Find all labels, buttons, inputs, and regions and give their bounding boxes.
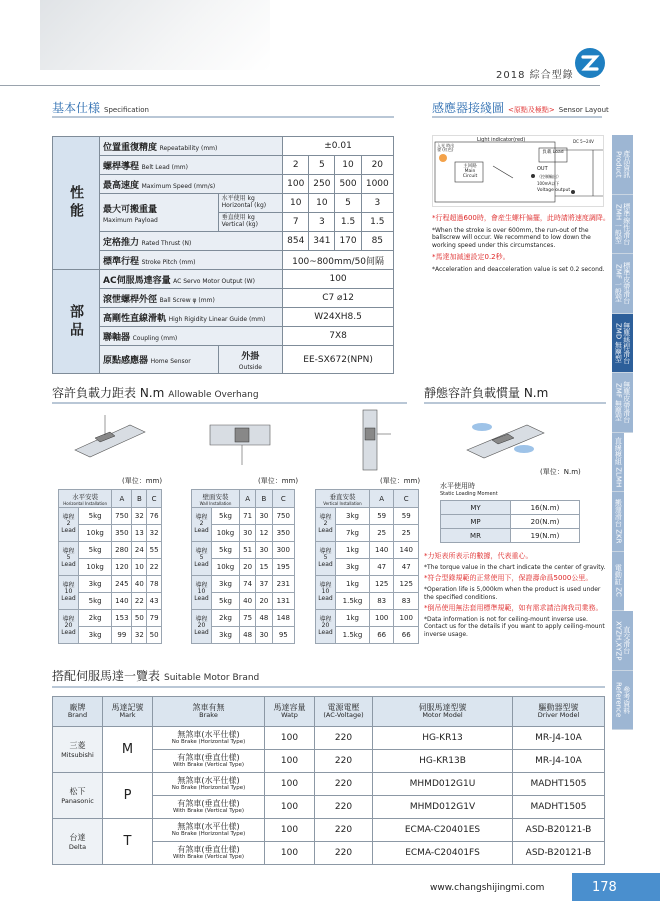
motor-value: 100 [283, 270, 394, 289]
speed-value: 1000 [361, 175, 393, 194]
sensor-title-rule [432, 116, 602, 118]
table-cell: 74 [239, 576, 255, 593]
side-tab-zkr[interactable]: 搬運滑台 ZKR [612, 492, 624, 552]
sensor-wiring-diagram [432, 135, 604, 207]
table-cell: 32 [132, 508, 147, 525]
brake-cell: 無煞車(水平仕様) No Brake (Horizontal Type) [153, 727, 265, 750]
thrust-value: 854 [283, 232, 309, 251]
table-cell: 51 [239, 542, 255, 559]
screw-value: C7 ⌀12 [283, 289, 394, 308]
table-cell: 750 [272, 508, 294, 525]
lead-cell: 導程 10 Lead [59, 576, 79, 610]
payload-v-value: 1.5 [335, 213, 361, 232]
table-cell: 50 [132, 610, 147, 627]
lead-cell: 導程 5 Lead [192, 542, 212, 576]
stroke-label: 標準行程 Stroke Pitch (mm) [100, 251, 283, 270]
side-tab-xyz[interactable]: 直交滑台 XYZH,XYZP [612, 611, 633, 671]
table-cell: 153 [112, 610, 132, 627]
mark-cell: P [103, 773, 153, 819]
col-header: B [256, 490, 272, 508]
lead-cell: 導程 5 Lead [316, 542, 336, 576]
sensor-note: *When the stroke is over 600mm, the run-out of the ballscrew will occur. We recommend to low down the working speed under this circumstances. [432, 226, 591, 249]
table-cell: 12 [256, 525, 272, 542]
table-cell: 47 [394, 559, 419, 576]
spec-title [52, 99, 149, 116]
table-title: 壁面安裝 Wall Installation [192, 490, 240, 508]
table-cell: 10kg [79, 559, 112, 576]
motor-model-cell: ECMA-C20401ES [373, 819, 513, 842]
table-cell: 25 [394, 525, 419, 542]
side-tab-zmh[interactable]: 標準線性滑台 ZMH 一般型 [612, 195, 633, 255]
voltage-output-label: Voltage output [537, 188, 571, 193]
lead-cell: 導程 10 Lead [192, 576, 212, 610]
wall-overhang-table [191, 489, 295, 644]
moment-value: 16(N.m) [511, 501, 580, 515]
table-cell: 148 [272, 610, 294, 627]
table-cell: 78 [147, 576, 162, 593]
header-cell: 馬達容量 Watp [265, 697, 315, 727]
sensor-value: EE-SX672(NPN) [283, 346, 394, 374]
side-tab-zc[interactable]: 電動缸 ZC [612, 552, 624, 612]
volt-cell: 220 [315, 750, 373, 773]
table-cell: 66 [394, 627, 419, 644]
table-cell: 75 [239, 610, 255, 627]
table-cell: 76 [147, 508, 162, 525]
overhang-title-rule [52, 402, 407, 404]
motor-title-rule [52, 686, 605, 688]
payload-h-value: 10 [309, 194, 335, 213]
brand-cell: 三菱 Mitsubishi [53, 727, 103, 773]
table-cell: 10 [132, 559, 147, 576]
payload-v-value: 3 [309, 213, 335, 232]
side-tab-zmd-active[interactable]: 無塵絲桿滑台 ZMD 無塵型 [612, 314, 633, 374]
overhang-title-cn: 容許負載力距表 N.m [52, 386, 165, 400]
table-title: 垂直安裝 Vertical Installation [316, 490, 370, 508]
driver-model-cell: ASD-B20121-B [513, 819, 605, 842]
table-cell: 30 [256, 542, 272, 559]
lead-cell: 導程 20 Lead [59, 610, 79, 644]
table-cell: 1kg [336, 610, 370, 627]
header-cell: 伺服馬達型號 Motor Model [373, 697, 513, 727]
table-cell: 100 [394, 610, 419, 627]
table-cell: 231 [272, 576, 294, 593]
horizontal-overhang-table [58, 489, 162, 644]
parts-group-label: 部品 [53, 270, 100, 374]
driver-model-cell: MR-J4-10A [513, 727, 605, 750]
perf-group-label: 性能 [53, 137, 100, 270]
page-number: 178 [572, 873, 660, 901]
header-cell: 馬達記號 Mark [103, 697, 153, 727]
table-cell: 3kg [212, 576, 240, 593]
table-cell: 48 [256, 610, 272, 627]
payload-h-value: 5 [335, 194, 361, 213]
payload-v-value: 7 [283, 213, 309, 232]
thrust-label: 定格推力 Rated Thrust (N) [100, 232, 283, 251]
table-cell: 3kg [336, 508, 370, 525]
table-cell: 30 [256, 508, 272, 525]
table-cell: 140 [394, 542, 419, 559]
table-cell: 22 [132, 593, 147, 610]
volt-cell: 220 [315, 842, 373, 865]
table-cell: 350 [112, 525, 132, 542]
watt-cell: 100 [265, 727, 315, 750]
table-cell: 125 [394, 576, 419, 593]
table-cell: 48 [239, 627, 255, 644]
table-cell: 245 [112, 576, 132, 593]
motor-model-cell: MHMD012G1V [373, 796, 513, 819]
payload-label: 最大可搬重量 Maximum Payload [100, 194, 219, 232]
note: *The torque value in the chart indicate the center of gravity. [424, 563, 606, 571]
rail-label: 高剛性直線滑軌 High Rigidity Linear Guide (mm) [100, 308, 283, 327]
table-cell: 140 [369, 542, 394, 559]
table-cell: 5kg [79, 593, 112, 610]
table-cell: 10kg [212, 559, 240, 576]
payload-vertical-label: 垂直使用 kg Vertical (kg) [218, 213, 283, 232]
rail-value: W24XH8.5 [283, 308, 394, 327]
table-cell: 750 [112, 508, 132, 525]
speed-label: 最高速度 Maximum Speed (mm/s) [100, 175, 283, 194]
table-cell: 30 [256, 627, 272, 644]
table-cell: 195 [272, 559, 294, 576]
side-tab-zlmh[interactable]: 直線模組 ZLMH [612, 433, 624, 493]
table-cell: 125 [369, 576, 394, 593]
watt-cell: 100 [265, 819, 315, 842]
volt-cell: 220 [315, 727, 373, 750]
repeat-label: 位置重復精度 Repeatability (mm) [100, 137, 283, 156]
static-moment-title: 靜態容許負載慣量 N.m [424, 386, 549, 400]
overhang-title [52, 384, 259, 401]
lead-value: 10 [335, 156, 361, 175]
note: *符合型錄規範的正常使用下，保證壽命爲5000公里。 [424, 574, 593, 583]
table-cell: 40 [132, 576, 147, 593]
horizontal-install-diagram [70, 410, 150, 470]
load-label: 負載 Load [542, 150, 564, 155]
table-cell: 59 [394, 508, 419, 525]
table-title: 水平安裝 Horizontal Installation [59, 490, 112, 508]
table-cell: 32 [147, 525, 162, 542]
col-header: A [112, 490, 132, 508]
table-cell: 43 [147, 593, 162, 610]
table-cell: 37 [256, 576, 272, 593]
sensor-label: 原點感應器 Home Sensor [100, 346, 219, 374]
header-divider [0, 85, 600, 86]
col-header: B [132, 490, 147, 508]
motor-model-cell: HG-KR13 [373, 727, 513, 750]
col-header: C [147, 490, 162, 508]
mark-cell: T [103, 819, 153, 865]
lead-cell: 導程 20 Lead [316, 610, 336, 644]
brake-cell: 有煞車(垂直仕様) With Brake (Vertical Type) [153, 842, 265, 865]
col-header: A [239, 490, 255, 508]
current-label: 100mA以下 [537, 181, 560, 186]
lead-label: 螺桿導程 Belt Lead (mm) [100, 156, 283, 175]
motor-title-en: Suitable Motor Brand [164, 673, 260, 683]
brake-cell: 有煞車(垂直仕様) With Brake (Vertical Type) [153, 750, 265, 773]
sensor-note: *馬達加減速設定0.2秒。 [432, 253, 510, 262]
lead-cell: 導程 2 Lead [192, 508, 212, 542]
table-cell: 3kg [212, 627, 240, 644]
table-cell: 3kg [79, 576, 112, 593]
coupling-value: 7X8 [283, 327, 394, 346]
catalog-title: 2018 綜合型錄 [496, 70, 574, 81]
screw-label: 滾怈螺桿外徑 Ball Screw φ (mm) [100, 289, 283, 308]
spec-table [52, 136, 394, 374]
table-cell: 40 [239, 593, 255, 610]
motor-label: AC伺服馬達容量 AC Servo Motor Output (W) [100, 270, 283, 289]
overhang-notes [424, 552, 610, 641]
side-tab-product[interactable]: 產品資訊 Product [612, 135, 633, 195]
moment-value: 19(N.m) [511, 529, 580, 543]
col-header: C [272, 490, 294, 508]
table-cell: 47 [369, 559, 394, 576]
table-cell: 2kg [79, 610, 112, 627]
sensor-title-en: Sensor Layout [558, 106, 609, 114]
overhang-title-en: Allowable Overhang [168, 390, 259, 400]
table-cell: 100 [369, 610, 394, 627]
table-cell: 95 [272, 627, 294, 644]
speed-value: 250 [309, 175, 335, 194]
table-cell: 3kg [79, 627, 112, 644]
driver-model-cell: MR-J4-10A [513, 750, 605, 773]
lead-value: 20 [361, 156, 393, 175]
volt-cell: 220 [315, 773, 373, 796]
note: *倒吊使用無法套用標準規範，如有需求請洽詢我司業務。 [424, 604, 603, 612]
lead-cell: 導程 10 Lead [316, 576, 336, 610]
moment-key: MP [441, 515, 511, 529]
vertical-install-diagram [345, 408, 395, 472]
spec-title-en: Specification [104, 106, 149, 114]
lead-cell: 導程 20 Lead [192, 610, 212, 644]
repeat-value: ±0.01 [283, 137, 394, 156]
product-photo [40, 0, 270, 70]
lead-cell: 導程 2 Lead [59, 508, 79, 542]
table-cell: 140 [112, 593, 132, 610]
table-cell: 280 [112, 542, 132, 559]
table-cell: 2kg [212, 610, 240, 627]
static-unit-label: (單位：N.m) [540, 468, 581, 476]
volt-cell: 220 [315, 819, 373, 842]
stroke-value: 100~800mm/50间隔 [283, 251, 394, 270]
watt-cell: 100 [265, 773, 315, 796]
table-cell: 1.5kg [336, 627, 370, 644]
table-cell: 3kg [336, 559, 370, 576]
static-moment-diagram [462, 415, 552, 465]
vertical-overhang-table [315, 489, 419, 644]
payload-v-value: 1.5 [361, 213, 393, 232]
spec-title-rule [52, 116, 394, 118]
payload-horizontal-label: 水平使用 kg Horizontal (kg) [218, 194, 283, 213]
brake-cell: 無煞車(水平仕様) No Brake (Horizontal Type) [153, 773, 265, 796]
mark-cell: M [103, 727, 153, 773]
motor-model-cell: ECMA-C20401FS [373, 842, 513, 865]
moment-key: MY [441, 501, 511, 515]
motor-model-cell: MHMD012G1U [373, 773, 513, 796]
volt-cell: 220 [315, 796, 373, 819]
dc-label: DC 5~24V [573, 139, 594, 144]
sensor-title-sub: <原點及極點> [508, 106, 555, 114]
speed-value: 100 [283, 175, 309, 194]
unit-label: (單位：mm) [380, 477, 421, 485]
light-indicator-label: Light indicator(red) [477, 137, 526, 143]
sensor-note: *Acceleration and deacceleration value is set 0.2 second. [432, 266, 605, 273]
table-cell: 22 [147, 559, 162, 576]
lead-cell: 導程 2 Lead [316, 508, 336, 542]
table-cell: 79 [147, 610, 162, 627]
note: *力矩表所表示的數據，代表重心。 [424, 552, 533, 560]
thrust-value: 341 [309, 232, 335, 251]
sensor-title [432, 99, 609, 116]
header-cell: 電源電壓 (AC-Voltage) [315, 697, 373, 727]
brake-cell: 無煞車(水平仕様) No Brake (Horizontal Type) [153, 819, 265, 842]
table-cell: 30 [239, 525, 255, 542]
brake-cell: 有煞車(垂直仕様) With Brake (Vertical Type) [153, 796, 265, 819]
table-cell: 55 [147, 542, 162, 559]
col-header: A [369, 490, 394, 508]
note: *Data information is not for ceiling-mount inverse use. Contact us for the details if you want to apply ceiling-mount inverse usage. [424, 615, 605, 638]
driver-model-cell: ASD-B20121-B [513, 842, 605, 865]
lead-value: 5 [309, 156, 335, 175]
table-cell: 5kg [212, 508, 240, 525]
note: *Operation life is 5,000km when the product is used under the specified conditions. [424, 586, 601, 601]
side-tab-reference[interactable]: 參考資料 Reference [612, 671, 633, 731]
table-cell: 5kg [79, 508, 112, 525]
table-cell: 20 [239, 559, 255, 576]
table-cell: 5kg [212, 542, 240, 559]
out-label: OUT [537, 166, 548, 172]
table-cell: 50 [147, 627, 162, 644]
col-header: C [394, 490, 419, 508]
sensor-title-cn: 感應器接綫圖 [432, 101, 505, 115]
table-cell: 15 [256, 559, 272, 576]
input-label: 入光 時出發 (紅色) [437, 143, 455, 153]
moment-key: MR [441, 529, 511, 543]
table-cell: 99 [112, 627, 132, 644]
header-cell: 煞車有無 Brake [153, 697, 265, 727]
watt-cell: 100 [265, 796, 315, 819]
website-url[interactable]: www.changshijingmi.com [430, 883, 545, 893]
driver-model-cell: MADHT1505 [513, 796, 605, 819]
main-circuit-label: 主回路 Main Circuit [462, 164, 478, 180]
side-tabs [612, 135, 660, 730]
lead-value: 2 [283, 156, 309, 175]
table-cell: 300 [272, 542, 294, 559]
static-title-rule [424, 402, 606, 404]
coupling-label: 聯軸器 Coupling (mm) [100, 327, 283, 346]
spec-title-cn: 基本仕様 [52, 101, 101, 115]
moment-value: 20(N.m) [511, 515, 580, 529]
sensor-notes [432, 214, 610, 278]
sensor-note: *行程超過600時，會産生螺杆偏擺，此時請將速度調降。 [432, 214, 610, 222]
motor-title-cn: 搭配伺服馬達一覽表 [52, 669, 161, 683]
table-cell: 20 [256, 593, 272, 610]
wall-install-diagram [200, 410, 280, 470]
table-cell: 350 [272, 525, 294, 542]
table-cell: 1kg [336, 542, 370, 559]
table-cell: 24 [132, 542, 147, 559]
table-cell: 71 [239, 508, 255, 525]
table-cell: 5kg [79, 542, 112, 559]
sensor-type: 外掛 Outside [218, 346, 283, 374]
table-cell: 7kg [336, 525, 370, 542]
table-cell: 5kg [212, 593, 240, 610]
thrust-value: 170 [335, 232, 361, 251]
watt-cell: 100 [265, 750, 315, 773]
table-cell: 25 [369, 525, 394, 542]
table-cell: 131 [272, 593, 294, 610]
table-cell: 83 [369, 593, 394, 610]
table-cell: 10kg [79, 525, 112, 542]
unit-label: (單位：mm) [258, 477, 299, 485]
brand-logo [575, 48, 605, 78]
side-tab-zmf-clean[interactable]: 無塵皮帶滑台 ZMF 無塵型 [612, 373, 633, 433]
payload-h-value: 10 [283, 194, 309, 213]
payload-h-value: 3 [361, 194, 393, 213]
table-cell: 66 [369, 627, 394, 644]
thrust-value: 85 [361, 232, 393, 251]
motor-table [52, 696, 605, 865]
unit-label: (單位：mm) [122, 477, 163, 485]
table-cell: 59 [369, 508, 394, 525]
control-output-label: （控制輸出） [537, 174, 561, 179]
table-cell: 13 [132, 525, 147, 542]
brand-cell: 松下 Panasonic [53, 773, 103, 819]
motor-model-cell: HG-KR13B [373, 750, 513, 773]
table-cell: 1kg [336, 576, 370, 593]
table-cell: 120 [112, 559, 132, 576]
static-moment-table [440, 500, 580, 543]
motor-title [52, 667, 259, 684]
side-tab-zmf[interactable]: 標準皮帶滑台 ZMF 一般型 [612, 254, 633, 314]
speed-value: 500 [335, 175, 361, 194]
header-cell: 驅動器型號 Driver Model [513, 697, 605, 727]
table-cell: 32 [132, 627, 147, 644]
table-cell: 10kg [212, 525, 240, 542]
brand-cell: 台達 Delta [53, 819, 103, 865]
table-cell: 83 [394, 593, 419, 610]
driver-model-cell: MADHT1505 [513, 773, 605, 796]
watt-cell: 100 [265, 842, 315, 865]
table-cell: 1.5kg [336, 593, 370, 610]
lead-cell: 導程 5 Lead [59, 542, 79, 576]
static-moment-label: 水平使用時 Static Loading Moment [440, 482, 498, 497]
header-cell: 廠牌 Brand [53, 697, 103, 727]
